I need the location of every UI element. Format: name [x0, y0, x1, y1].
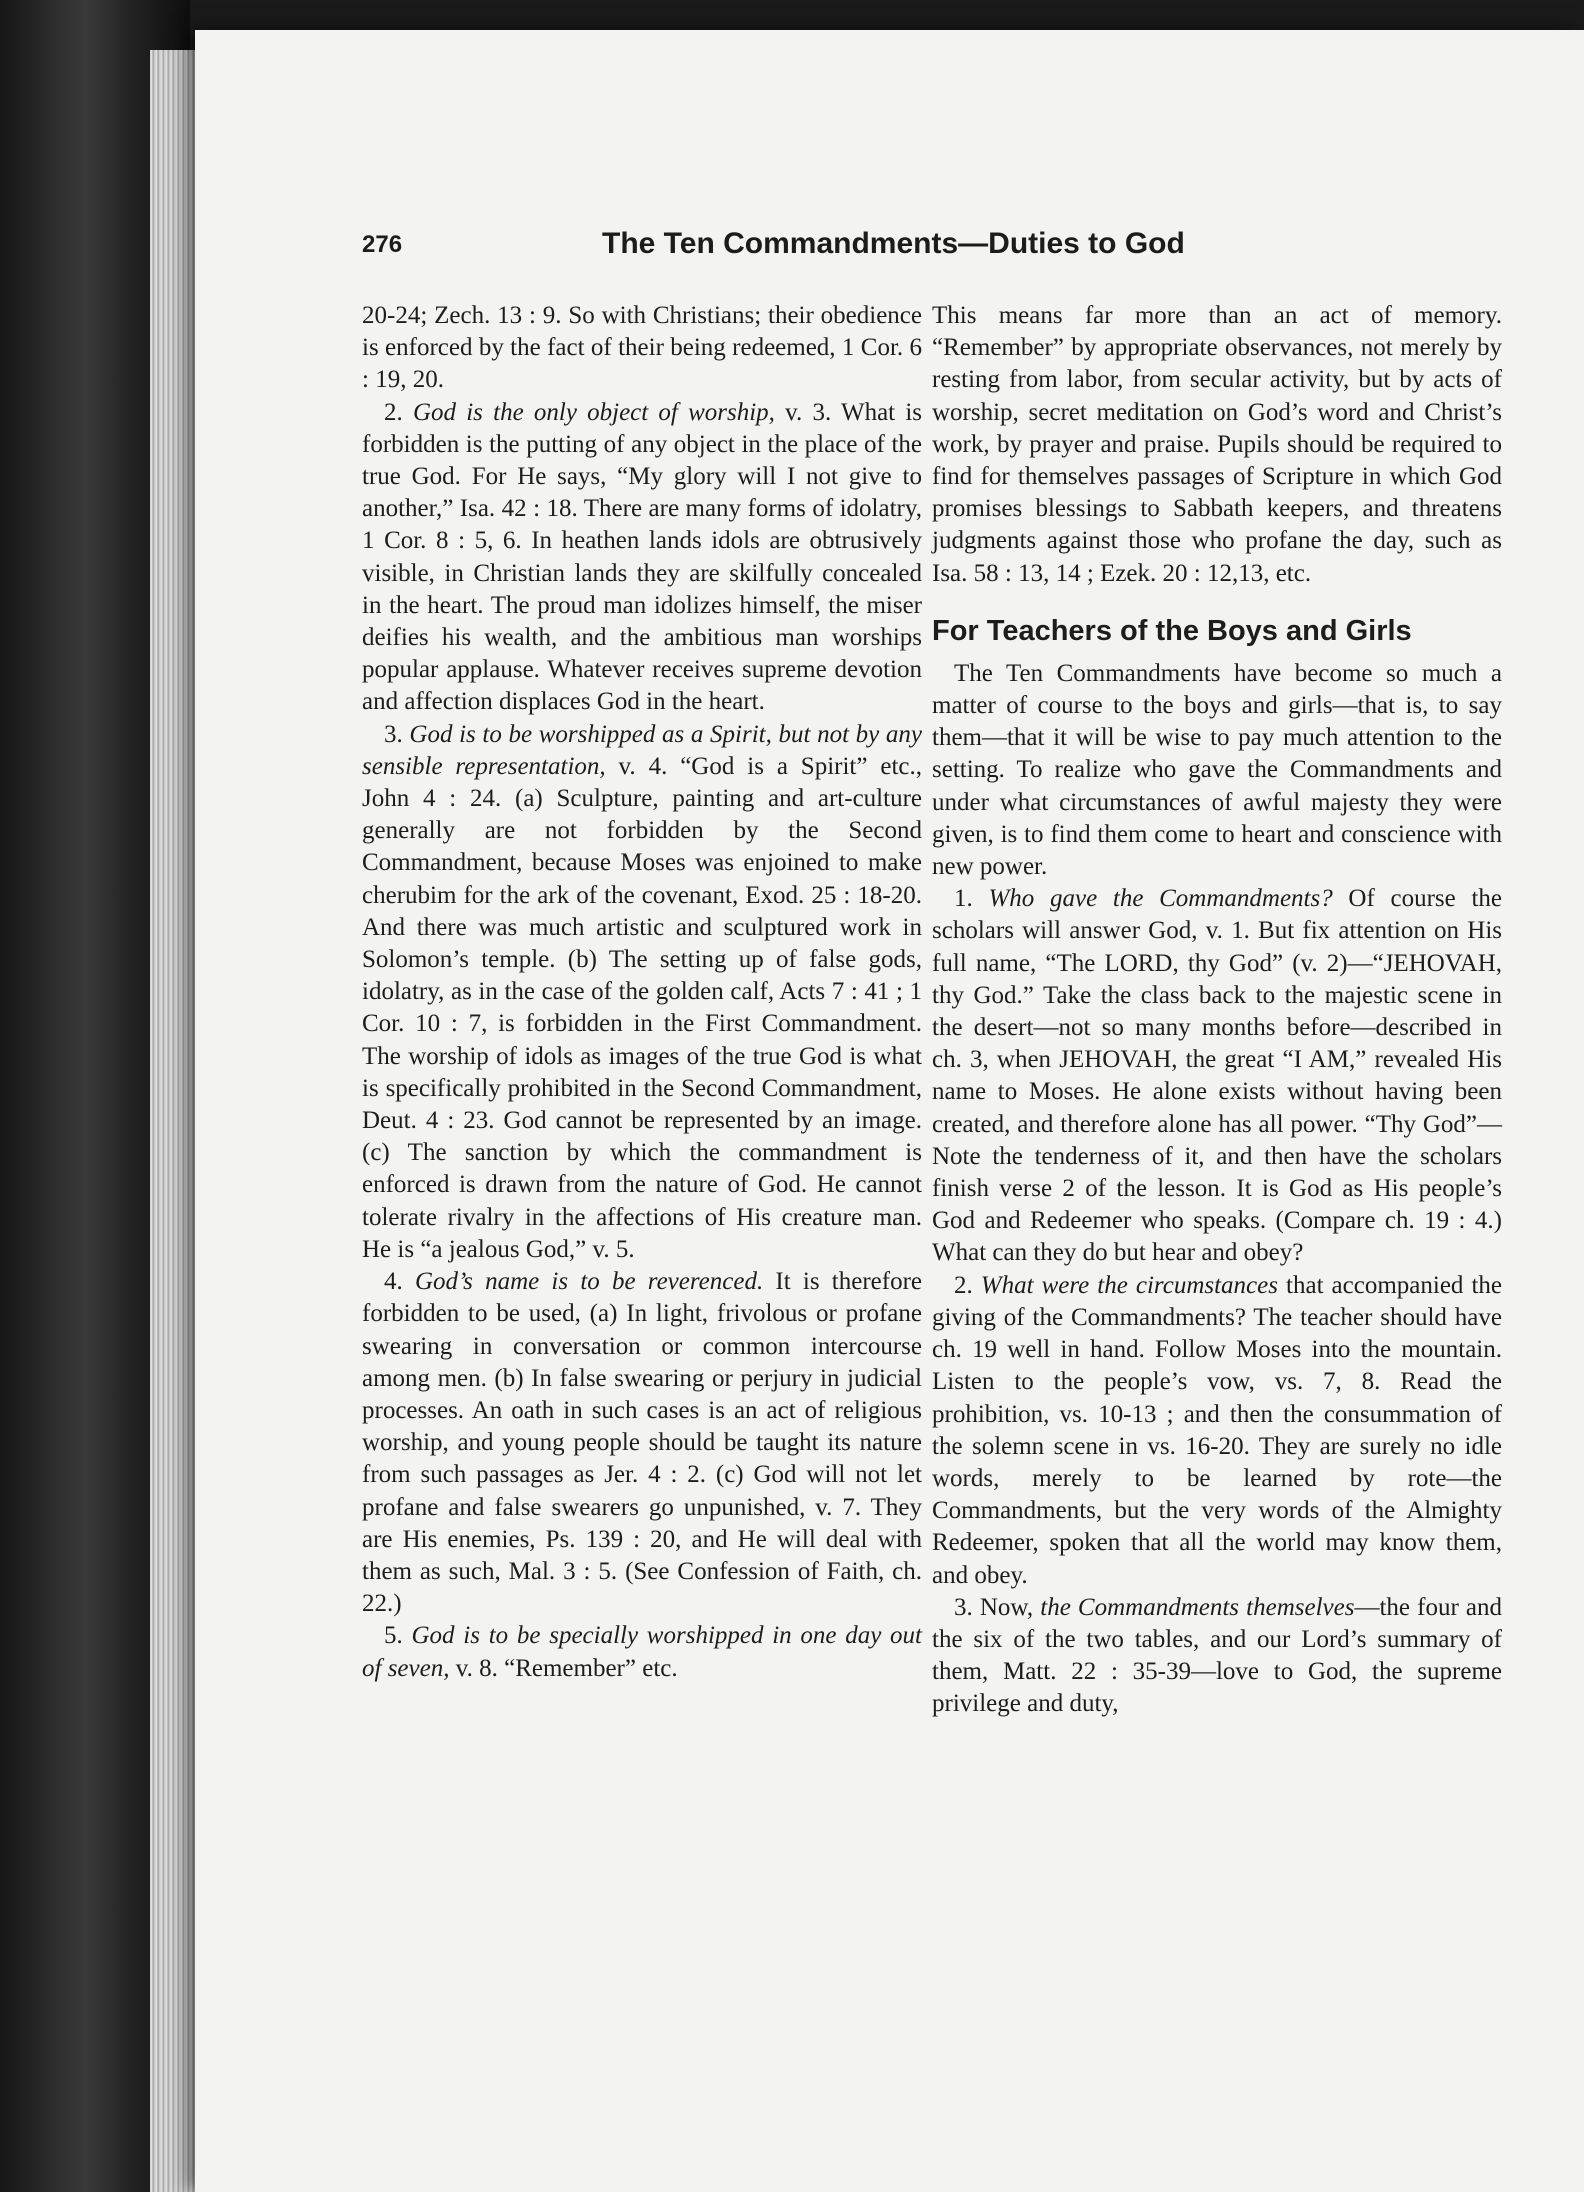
- right-column-intro: [932, 300, 1502, 590]
- paragraph: [932, 658, 1502, 883]
- section-heading: For Teachers of the Boys and Girls: [932, 614, 1412, 647]
- left-column: [362, 300, 922, 1685]
- paragraph: [932, 1592, 1502, 1721]
- text-run: The Ten Commandments have become so much a matter of course to the boys and girls—that is, to say them—that it will be wise to pay much attention to the setting. To realize who gave the Commandments and under what circumstances of awful majesty they were given, is to find them come to heart and conscience with new power.: [932, 659, 1502, 881]
- paragraph: [362, 719, 922, 1266]
- italic-phrase: God’s name is to be reverenced.: [414, 1268, 764, 1296]
- paragraph: [932, 1270, 1502, 1592]
- page-number: 276: [362, 231, 403, 258]
- running-head-title: The Ten Commandments—Duties to God: [602, 227, 1185, 260]
- text-run: 3.: [384, 720, 410, 748]
- italic-phrase: God is to be specially worshipped in one day out of seven,: [362, 1622, 923, 1682]
- italic-phrase: God is the only object of worship,: [412, 398, 775, 426]
- paragraph: [932, 300, 1502, 590]
- text-run: 5.: [384, 1622, 412, 1650]
- paragraph: [932, 883, 1502, 1269]
- italic-phrase: What were the circumstances: [980, 1271, 1278, 1299]
- text-run: —the four and the six of the two tables, and our Lord’s summary of them, Matt. 22 : 35-39—love to God, the supreme privilege and duty,: [932, 1593, 1502, 1718]
- text-run: 2.: [954, 1271, 981, 1299]
- text-run: v. 3. What is forbidden is the putting of any object in the place of the true God. For He says, “My glory will I not give to another,” Isa. 42 : 18. There are many forms of idolatry, 1 Cor. 8 : 5, 6. In heathen lands idols are obtrusively visible, in Christian lands they are skilfully concealed in the heart. The proud man idolizes himself, the miser deifies his wealth, and the ambitious man worships popular applause. Whatever receives supreme devotion and affection displaces God in the heart.: [362, 398, 923, 716]
- paragraph: [362, 1620, 922, 1684]
- text-run: 1.: [954, 885, 989, 913]
- italic-phrase: the Commandments themselves: [1040, 1593, 1355, 1621]
- paragraph: [362, 397, 922, 719]
- paragraph: [362, 300, 922, 397]
- paragraph: [362, 1266, 922, 1620]
- text-run: 4.: [384, 1268, 415, 1296]
- text-run: 20-24; Zech. 13 : 9. So with Christians; their obedience is enforced by the fact of their being redeemed, 1 Cor. 6 : 19, 20.: [362, 302, 922, 394]
- text-run: This means far more than an act of memory. “Remember” by appropriate observances, not merely by resting from labor, from secular activity, but by acts of worship, secret meditation on God’s word and Christ’s work, by prayer and praise. Pupils should be required to find for themselves passages of Scripture in which God promises blessings to Sabbath keepers, and threatens judgments against those who profane the day, such as Isa. 58 : 13, 14 ; Ezek. 20 : 12,13, etc.: [932, 302, 1502, 587]
- text-run: v. 8. “Remember” etc.: [449, 1654, 678, 1682]
- text-run: that accompanied the giving of the Commandments? The teacher should have ch. 19 well in hand. Follow Moses into the mountain. Listen to the people’s vow, vs. 7, 8. Read the prohibition, vs. 10-13 ; and then the consummation of the solemn scene in vs. 16-20. They are surely no idle words, merely to be learned by rote—the Commandments, but the very words of the Almighty Redeemer, spoken that all the world may know them, and obey.: [932, 1271, 1503, 1589]
- italic-phrase: God is to be worshipped as a Spirit, but not by any sensible representation,: [362, 720, 922, 780]
- text-run: v. 4. “God is a Spirit” etc., John 4 : 24. (a) Sculpture, painting and art-culture generally are not forbidden by the Second Commandment, because Moses was enjoined to make cherubim for the ark of the covenant, Exod. 25 : 18-20. And there was much artistic and sculptured work in Solomon’s temple. (b) The setting up of false gods, idolatry, as in the case of the golden calf, Acts 7 : 41 ; 1 Cor. 10 : 7, is forbidden in the First Commandment. The worship of idols as images of the true God is what is specifically prohibited in the Second Commandment, Deut. 4 : 23. God cannot be represented by an image. (c) The sanction by which the commandment is enforced is drawn from the nature of God. He cannot tolerate rivalry in the affections of His creature man. He is “a jealous God,” v. 5.: [362, 752, 923, 1263]
- text-run: 2.: [384, 398, 413, 426]
- text-run: Of course the scholars will answer God, v. 1. But fix attention on His full name, “The LORD, thy God” (v. 2)—“JEHOVAH, thy God.” Take the class back to the majestic scene in the desert—not so many months before—described in ch. 3, when JEHOVAH, the great “I AM,” revealed His name to Moses. He alone exists without having been created, and therefore alone has all power. “Thy God”—Note the tenderness of it, and then have the scholars finish verse 2 of the lesson. It is God as His people’s God and Redeemer who speaks. (Compare ch. 19 : 4.) What can they do but hear and obey?: [932, 885, 1503, 1267]
- right-column: [932, 300, 1502, 1721]
- italic-phrase: Who gave the Commandments?: [988, 885, 1333, 913]
- running-head: [362, 227, 1222, 267]
- text-run: It is therefore forbidden to be used, (a) In light, frivolous or profane swearing in conversation or common intercourse among men. (b) In false swearing or perjury in judicial processes. An oath in such cases is an act of religious worship, and young people should be taught its nature from such passages as Jer. 4 : 2. (c) God will not let profane and false swearers go unpunished, v. 7. They are His enemies, Ps. 139 : 20, and He will deal with them as such, Mal. 3 : 5. (See Confession of Faith, ch. 22.): [362, 1268, 923, 1618]
- text-run: 3. Now,: [954, 1593, 1041, 1621]
- right-column-section: [932, 658, 1502, 1721]
